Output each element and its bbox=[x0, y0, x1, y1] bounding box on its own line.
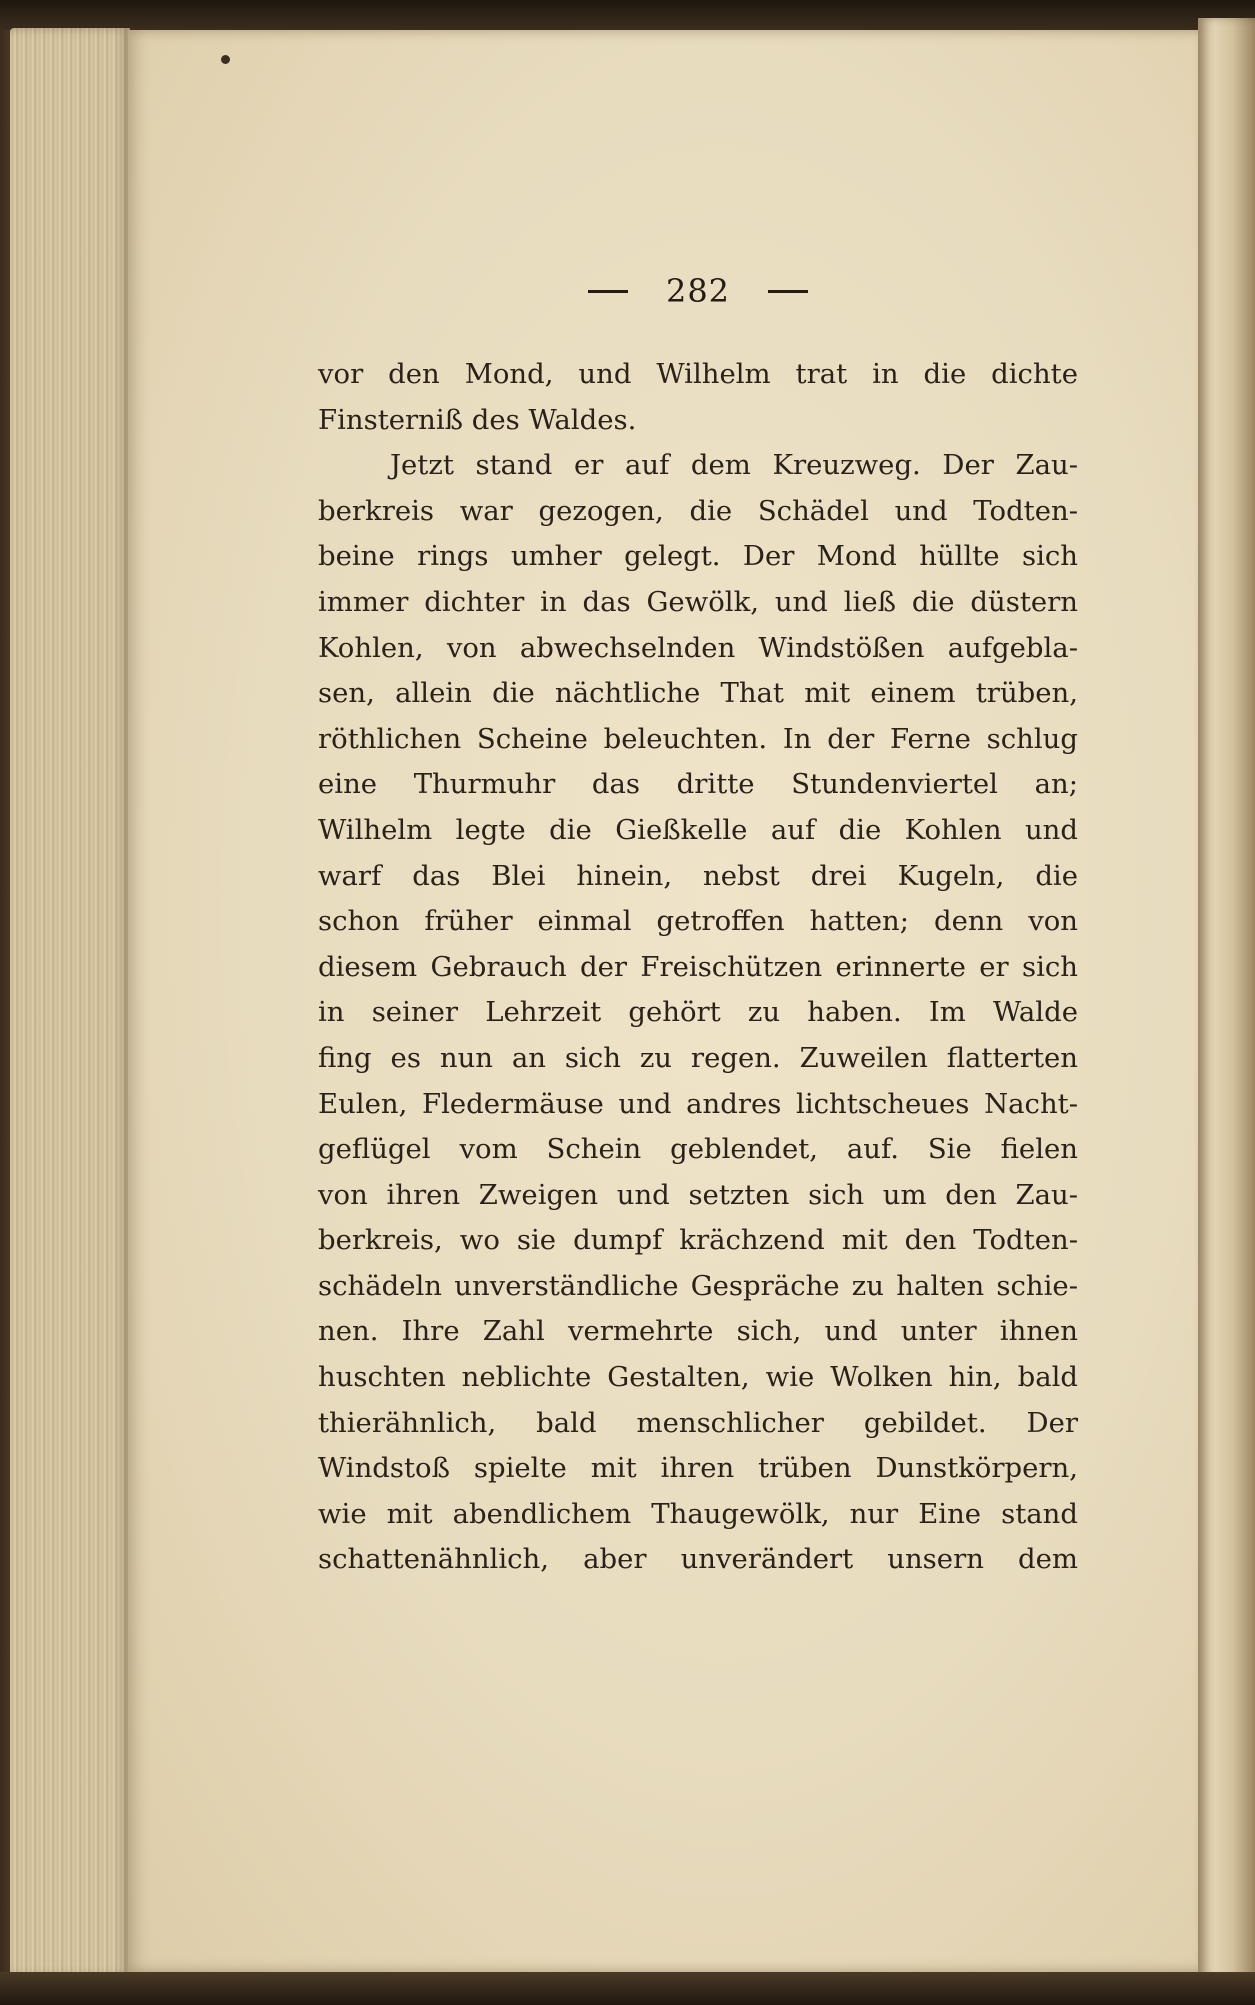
page-stack-edge bbox=[10, 28, 130, 1976]
text-line: berkreis war gezogen, die Schädel und Todten- bbox=[318, 494, 1078, 527]
text-line: Kohlen, von abwechselnden Windstößen aufgebla- bbox=[318, 631, 1078, 664]
text-line: nen. Ihre Zahl vermehrte sich, und unter ihnen bbox=[318, 1315, 1078, 1348]
right-page-edge bbox=[1198, 18, 1255, 1988]
text-line: berkreis, wo sie dumpf krächzend mit den Todten- bbox=[318, 1224, 1078, 1257]
text-line: von ihren Zweigen und setzten sich um den Zau- bbox=[318, 1178, 1078, 1211]
text-line: Windstoß spielte mit ihren trüben Dunstkörpern, bbox=[318, 1452, 1078, 1485]
text-line: fing es nun an sich zu regen. Zuweilen flatterten bbox=[318, 1041, 1078, 1074]
header-dash-left bbox=[588, 290, 628, 293]
page-header bbox=[318, 272, 1078, 310]
text-line: Wilhelm legte die Gießkelle auf die Kohlen und bbox=[318, 813, 1078, 846]
text-line: Eulen, Fledermäuse und andres lichtscheues Nacht- bbox=[318, 1087, 1078, 1120]
page-number: 282 bbox=[665, 272, 731, 310]
text-line: geflügel vom Schein geblendet, auf. Sie fielen bbox=[318, 1133, 1078, 1166]
ink-spot bbox=[221, 55, 230, 64]
text-line: schädeln unverständliche Gespräche zu halten schie- bbox=[318, 1269, 1078, 1302]
text-line: thierähnlich, bald menschlicher gebildet. Der bbox=[318, 1406, 1078, 1439]
text-line: eine Thurmuhr das dritte Stundenviertel an; bbox=[318, 768, 1078, 801]
text-line: Jetzt stand er auf dem Kreuzweg. Der Zau- bbox=[390, 449, 1078, 482]
bottom-shadow bbox=[0, 1972, 1255, 2005]
header-dash-right bbox=[768, 290, 808, 293]
top-shadow bbox=[0, 0, 1255, 30]
text-line: wie mit abendlichem Thaugewölk, nur Eine stand bbox=[318, 1497, 1078, 1530]
text-line: huschten neblichte Gestalten, wie Wolken hin, bald bbox=[318, 1361, 1078, 1394]
text-line: sen, allein die nächtliche That mit einem trüben, bbox=[318, 677, 1078, 710]
text-line: schattenähnlich, aber unverändert unsern dem bbox=[318, 1543, 1078, 1576]
text-line: röthlichen Scheine beleuchten. In der Ferne schlug bbox=[318, 722, 1078, 755]
text-line: immer dichter in das Gewölk, und ließ die düstern bbox=[318, 585, 1078, 618]
text-line: beine rings umher gelegt. Der Mond hüllte sich bbox=[318, 540, 1078, 573]
text-line: Finsterniß des Waldes. bbox=[318, 403, 637, 436]
text-line: diesem Gebrauch der Freischützen erinnerte er sich bbox=[318, 950, 1078, 983]
text-line: in seiner Lehrzeit gehört zu haben. Im Walde bbox=[318, 996, 1078, 1029]
body-text bbox=[318, 352, 1078, 1583]
text-line: schon früher einmal getroffen hatten; denn von bbox=[318, 905, 1078, 938]
text-line: warf das Blei hinein, nebst drei Kugeln, die bbox=[318, 859, 1078, 892]
text-line: vor den Mond, und Wilhelm trat in die dichte bbox=[318, 358, 1078, 390]
